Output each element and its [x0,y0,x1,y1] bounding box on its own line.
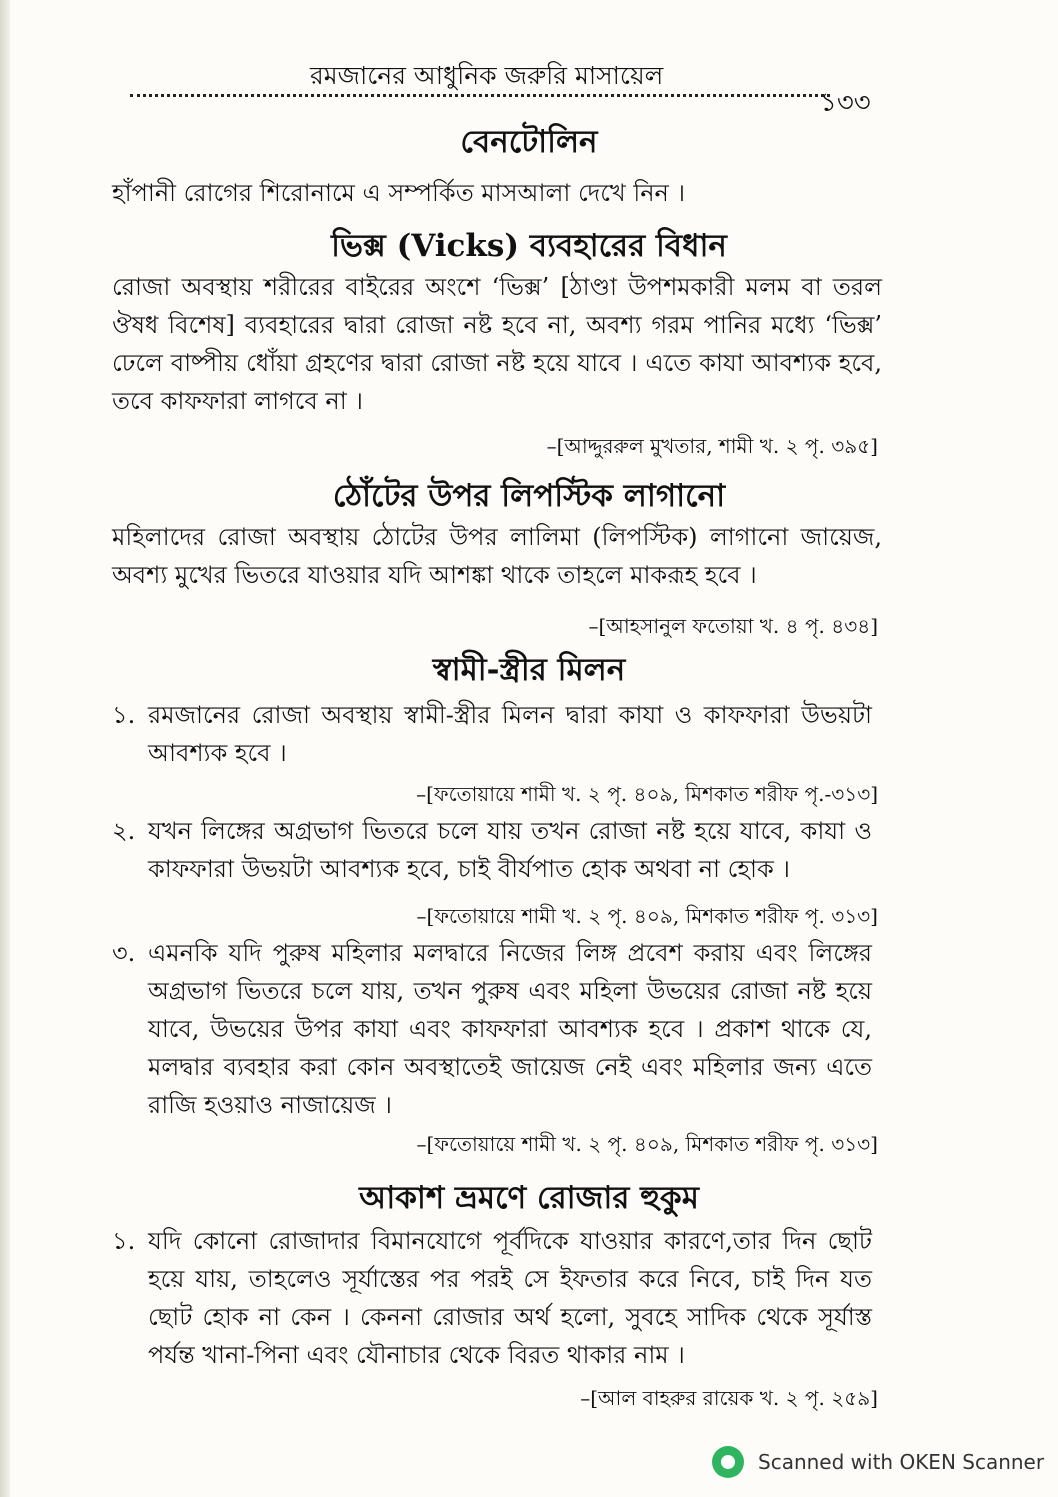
section-heading: বেনটোলিন [460,124,598,160]
citation-reference: –[আহসানুল ফতোয়া খ. ৪ পৃ. ৪৩৪] [588,614,878,638]
running-title: রমজানের আধুনিক জরুরি মাসায়েল [310,61,664,90]
section-heading: ঠোঁটের উপর লিপস্টিক লাগানো [332,478,726,514]
scanner-watermark-text: Scanned with OKEN Scanner [758,1450,1045,1474]
header-dotted-rule [130,94,830,97]
list-item-text: যদি কোনো রোজাদার বিমানযোগে পূর্বদিকে যাওয়ার কারণে,তার দিন ছোট হয়ে যায়, তাহলেও সূর্যাস্তের পর পরই সে ইফতার করে নিবে, চাই দিন যত ছোট হোক না কেন । কেননা রোজার অর্থ হলো, সুবহে সাদিক থেকে সূর্যাস্ত পর্যন্ত খানা-পিনা এবং যৌনাচার থেকে বিরত থাকার নাম । [148,1227,872,1369]
citation-reference: –[আল বাহরুর রায়েক খ. ২ পৃ. ২৫৯] [580,1386,878,1410]
section-heading: স্বামী-স্ত্রীর মিলন [432,652,626,688]
list-item-number: ৩. [112,939,136,967]
page-number: ১৩৩ [820,88,871,118]
citation-reference: –[ফতোয়ায়ে শামী খ. ২ পৃ. ৪০৯, মিশকাত শরীফ পৃ. ৩১৩] [416,1132,878,1156]
scanner-watermark [712,1442,1044,1482]
list-item-number: ১. [112,1227,136,1255]
section-heading: আকাশ ভ্রমণে রোজার হুকুম [359,1180,699,1216]
list-item-text: এমনকি যদি পুরুষ মহিলার মলদ্বারে নিজের লিঙ্গ প্রবেশ করায় এবং লিঙ্গের অগ্রভাগ ভিতরে চলে যায়, তখন পুরুষ এবং মহিলা উভয়ের রোজা নষ্ট হয়ে যাবে, উভয়ের উপর কাযা এবং কাফফারা আবশ্যক হবে । প্রকাশ থাকে যে, মলদ্বার ব্যবহার করা কোন অবস্থাতেই জায়েজ নেই এবং মহিলার জন্য এতে রাজি হওয়াও নাজায়েজ । [148,939,872,1119]
oken-scanner-logo-icon [712,1446,744,1478]
citation-reference: –[ফতোয়ায়ে শামী খ. ২ পৃ. ৪০৯, মিশকাত শরীফ পৃ.-৩১৩] [416,782,878,806]
section-heading: ভিক্স (Vicks) ব্যবহারের বিধান [331,228,727,264]
list-item [112,696,872,772]
citation-reference: –[ফতোয়ায়ে শামী খ. ২ পৃ. ৪০৯, মিশকাত শরীফ পৃ. ৩১৩] [416,904,878,928]
section-paragraph: রোজা অবস্থায় শরীরের বাইরের অংশে ‘ভিক্স’ [ঠাণ্ডা উপশমকারী মলম বা তরল ঔষধ বিশেষ] ব্যবহারের দ্বারা রোজা নষ্ট হবে না, অবশ্য গরম পানির মধ্যে ‘ভিক্স’ ঢেলে বাষ্পীয় ধোঁয়া গ্রহণের দ্বারা রোজা নষ্ট হয়ে যাবে । এতে কাযা আবশ্যক হবে, তবে কাফফারা লাগবে না । [112,273,882,415]
list-item-text: রমজানের রোজা অবস্থায় স্বামী-স্ত্রীর মিলন দ্বারা কাযা ও কাফফারা উভয়টা আবশ্যক হবে । [148,701,872,767]
list-item [112,812,872,888]
list-item [112,1222,872,1374]
page-header [130,56,890,116]
section-paragraph: হাঁপানী রোগের শিরোনামে এ সম্পর্কিত মাসআলা দেখে নিন । [112,179,686,207]
list-item-text: যখন লিঙ্গের অগ্রভাগ ভিতরে চলে যায় তখন রোজা নষ্ট হয়ে যাবে, কাযা ও কাফফারা উভয়টা আবশ্যক হবে, চাই বীর্যপাত হোক অথবা না হোক । [148,817,872,883]
citation-reference: –[আদ্দুররুল মুখতার, শামী খ. ২ পৃ. ৩৯৫] [546,434,878,458]
list-item [112,934,872,1124]
section-paragraph: মহিলাদের রোজা অবস্থায় ঠোটের উপর লালিমা (লিপস্টিক) লাগানো জায়েজ, অবশ্য মুখের ভিতরে যাওয়ার যদি আশঙ্কা থাকে তাহলে মাকরূহ হবে । [112,523,882,589]
list-item-number: ২. [112,817,136,845]
list-item-number: ১. [112,701,136,729]
